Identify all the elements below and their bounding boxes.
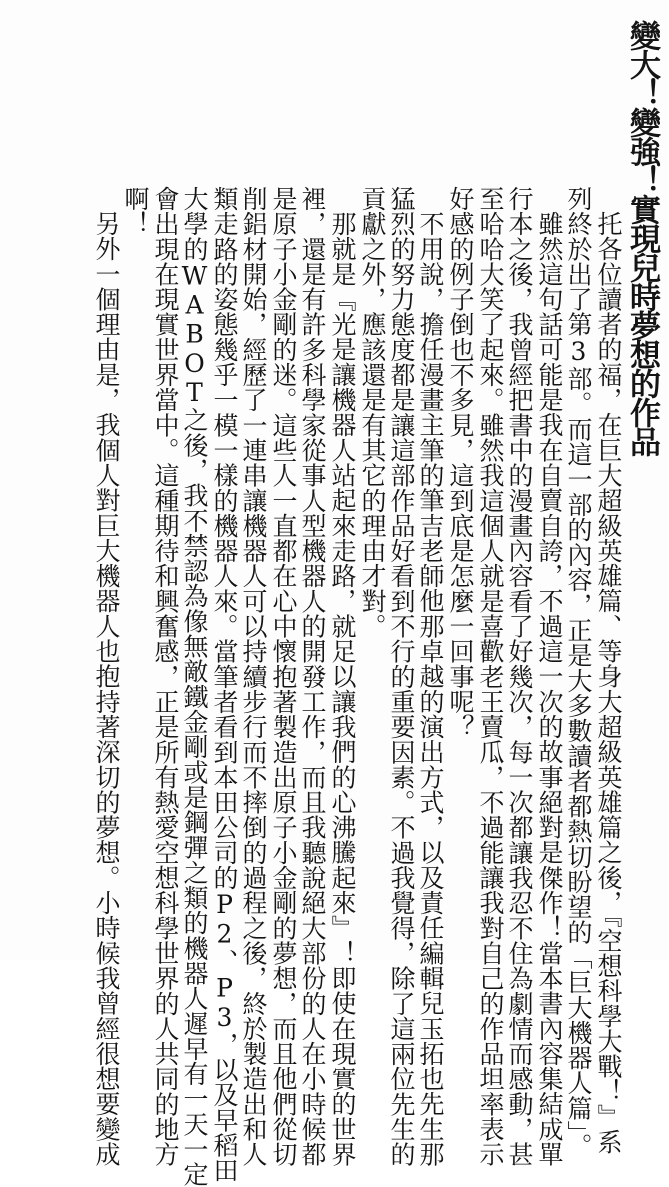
text-line-15: 大學的WABOT之後，我不禁認為像無敵鐵金剛或是鋼彈之類的機器人遲早有一天一定	[180, 186, 209, 1187]
chapter-title: 變大！變強！實現兒時夢想的作品	[624, 20, 660, 455]
text-line-10: 那就是『光是讓機器人站起來走路，就足以讓我們的心沸騰起來』！即使在現實的世界	[328, 211, 357, 1167]
text-line-12: 是原子小金剛的迷。這些人一直都在心中懷抱著製造出原子小金剛的夢想，而且他們從切	[269, 186, 298, 1167]
text-line-14: 類走路的姿態幾乎一模一樣的機器人來。當筆者看到本田公司的P2、P3，以及早稻田	[210, 186, 239, 1183]
text-line-8: 猛烈的努力態度都是讓這部作品好看到不行的重要因素。不過我覺得，除了這兩位先生的	[387, 186, 416, 1167]
text-line-5: 至哈哈大笑了起來。雖然我這個人就是喜歡老王賣瓜，不過能讓我對自己的作品坦率表示	[476, 186, 505, 1167]
text-line-13: 削鋁材開始，經歷了一連串讓機器人可以持續步行而不摔倒的過程之後，終於製造出和人	[239, 186, 268, 1167]
text-line-4: 行本之後，我曾經把書中的漫畫內容看了好幾次，每一次都讓我忍不住為劇情而感動，甚	[505, 186, 534, 1167]
text-line-6: 好感的例子倒也不多見，這到底是怎麼一回事呢？	[446, 186, 475, 740]
text-line-16: 會出現在現實世界當中。這種期待和興奮感，正是所有熱愛空想科學世界的人共同的地方	[151, 186, 180, 1167]
text-line-9: 貢獻之外，應該還是有其它的理由才對。	[358, 186, 387, 639]
text-line-7: 不用說，擔任漫畫主筆的筆吉老師他那卓越的演出方式，以及責任編輯兒玉拓也先生那	[416, 211, 445, 1167]
text-line-18: 另外一個理由是，我個人對巨大機器人也抱持著深切的夢想。小時候我曾經很想要變成	[92, 211, 121, 1167]
text-line-2: 列終於出了第3部。而這一部的內容，正是大多數讀者都熱切盼望的「巨大機器人篇」。	[564, 186, 593, 1159]
text-line-17: 啊！	[121, 186, 150, 237]
text-line-1: 托各位讀者的福，在巨大超級英雄篇、等身大超級英雄篇之後，『空想科學大戰！』系	[594, 211, 623, 1155]
text-line-11: 裡，還是有許多科學家從事人型機器人的開發工作，而且我聽說絕大部份的人在小時候都	[298, 186, 327, 1167]
text-line-3: 雖然這句話可能是我在自賣自誇，不過這一次的故事絕對是傑作！當本書內容集結成單	[535, 211, 564, 1167]
